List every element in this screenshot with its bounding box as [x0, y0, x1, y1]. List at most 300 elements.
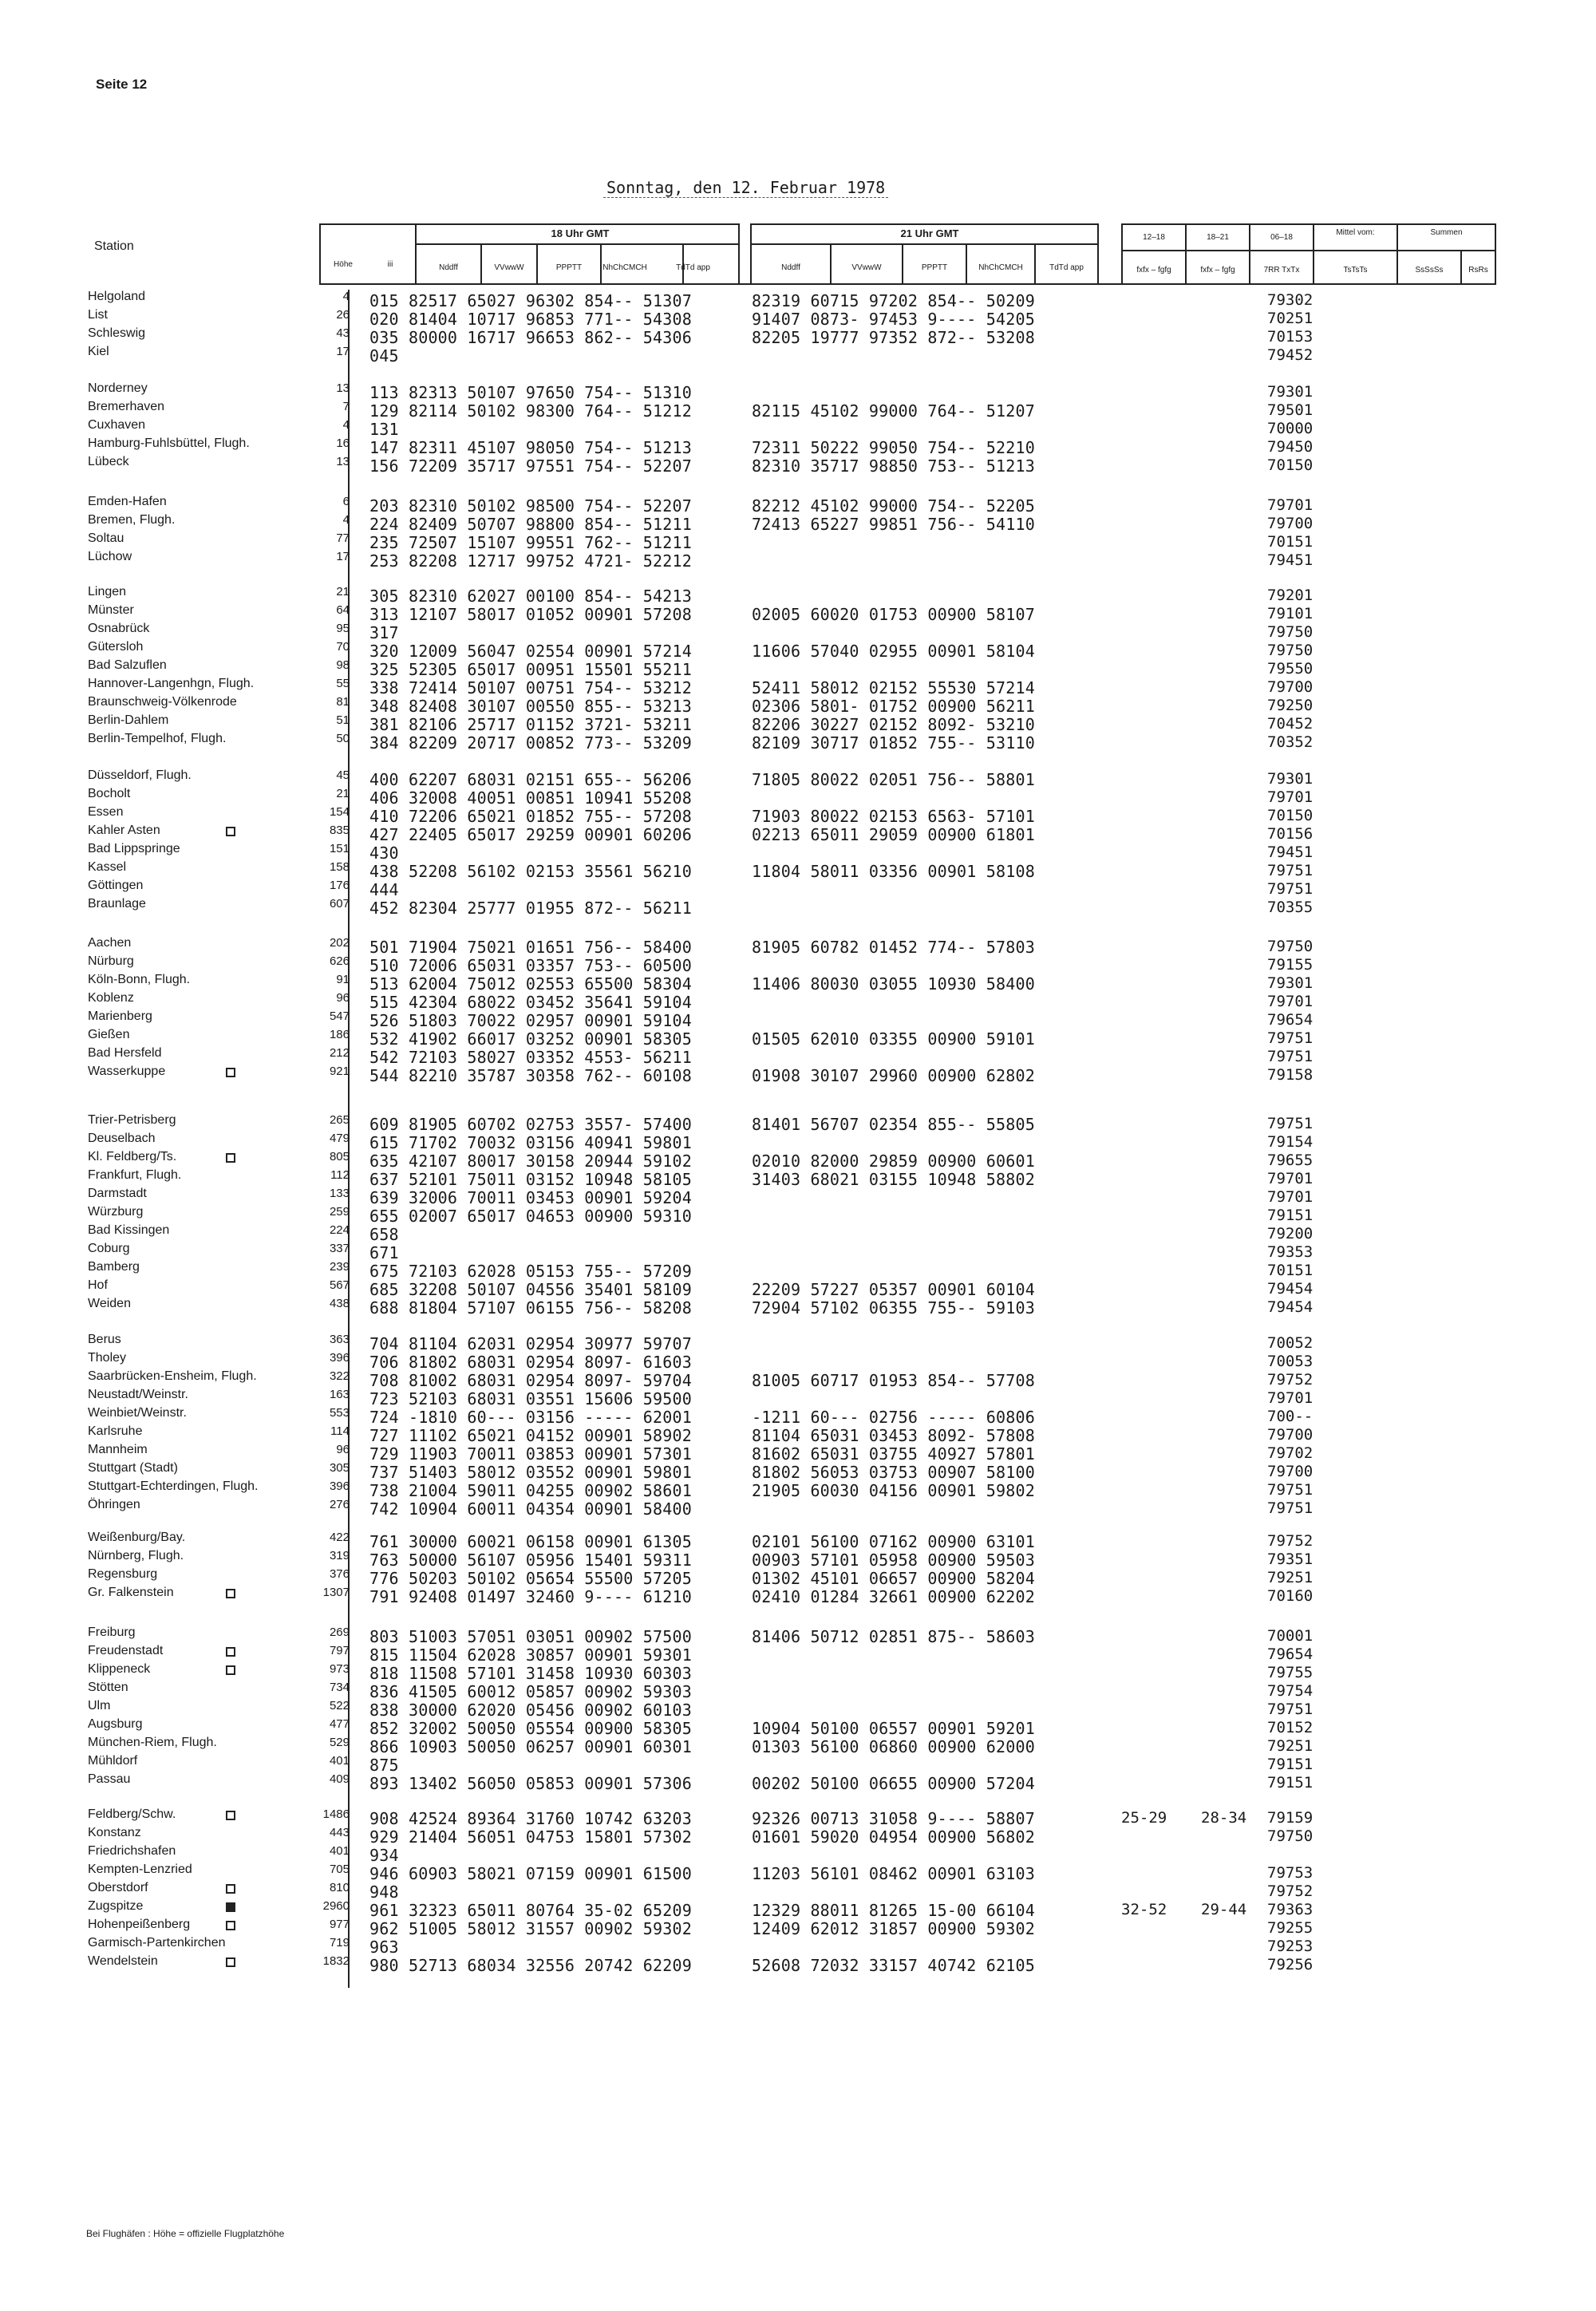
station-name: Cuxhaven [88, 418, 146, 432]
station-name: Hamburg-Fuhlsbüttel, Flugh. [88, 437, 250, 450]
filled-square-marker-icon [226, 1902, 235, 1912]
observation-18utc: 708 81002 68031 02954 8097- 59704 [369, 1371, 692, 1390]
mittel-value: 79154 [1267, 1133, 1314, 1151]
time-21-header: 21 Uhr GMT [900, 227, 959, 239]
station-height: 1307 [322, 1586, 350, 1599]
station-height: 112 [330, 1168, 350, 1182]
station-name: Braunlage [88, 897, 146, 911]
observation-21utc: 81104 65031 03453 8092- 57808 [752, 1426, 1035, 1445]
station-height: 529 [329, 1736, 350, 1749]
observation-21utc: 02010 82000 29859 00900 60601 [752, 1152, 1035, 1171]
station-name: Bad Hersfeld [88, 1046, 162, 1060]
mittel-value: 79256 [1267, 1956, 1314, 1973]
mittel-value: 700-- [1267, 1408, 1314, 1425]
observation-21utc: 82206 30227 02152 8092- 53210 [752, 715, 1035, 734]
station-height: 7 [342, 400, 350, 413]
observation-21utc: 01302 45101 06657 00900 58204 [752, 1569, 1035, 1588]
station-height: 239 [329, 1260, 350, 1274]
mittel-value: 79751 [1267, 880, 1314, 898]
station-name: Weiden [88, 1297, 131, 1310]
mittel-value: 70452 [1267, 715, 1314, 733]
station-name: Aachen [88, 936, 132, 950]
table-row [0, 1168, 1596, 1187]
station-name: Augsburg [88, 1717, 143, 1731]
observation-21utc: 82115 45102 99000 764-- 51207 [752, 401, 1035, 421]
station-name: Emden-Hafen [88, 495, 167, 508]
observation-18utc: 685 32208 50107 04556 35401 58109 [369, 1280, 692, 1299]
table-row [0, 326, 1596, 345]
open-square-marker-icon [226, 1647, 235, 1657]
mittel-value: 79151 [1267, 1774, 1314, 1792]
station-name: Kiel [88, 345, 109, 358]
station-name: Schleswig [88, 326, 146, 340]
header-mid-line-21 [750, 243, 1097, 245]
header-vline [750, 223, 752, 285]
table-row [0, 640, 1596, 661]
observation-18utc: 406 32008 40051 00851 10941 55208 [369, 788, 692, 808]
table-row [0, 658, 1596, 677]
observation-18utc: 948 [369, 1882, 399, 1902]
station-name: Wasserkuppe [88, 1065, 166, 1078]
observation-21utc: 52608 72032 33157 40742 62105 [752, 1956, 1035, 1975]
observation-21utc: 81406 50712 02851 875-- 58603 [752, 1627, 1035, 1646]
station-height: 17 [336, 345, 350, 358]
observation-21utc: 01303 56100 06860 00900 62000 [752, 1737, 1035, 1756]
table-row [0, 954, 1596, 973]
mittel-value: 79701 [1267, 1389, 1314, 1407]
observation-18utc: 515 42304 68022 03452 35641 59104 [369, 993, 692, 1012]
station-height: 4 [342, 513, 350, 527]
mittel-value: 79159 [1267, 1809, 1314, 1827]
observation-18utc: 963 [369, 1938, 399, 1957]
observation-18utc: 724 -1810 60--- 03156 ----- 62001 [369, 1408, 692, 1427]
mittel-value: 79755 [1267, 1664, 1314, 1681]
station-name: Garmisch-Partenkirchen [88, 1936, 226, 1950]
mittel-value: 79200 [1267, 1225, 1314, 1242]
observation-18utc: 706 81802 68031 02954 8097- 61603 [369, 1353, 692, 1372]
hoehe-header: Höhe [334, 260, 353, 269]
observation-18utc: 688 81804 57107 06155 756-- 58208 [369, 1298, 692, 1317]
station-height: 114 [330, 1424, 350, 1438]
station-height: 21 [336, 787, 350, 800]
table-row [0, 713, 1596, 732]
mittel-value: 79501 [1267, 401, 1314, 419]
station-name: Lingen [88, 585, 127, 598]
station-height: 1486 [322, 1807, 350, 1821]
table-row [0, 1065, 1596, 1083]
observation-21utc: 81802 56053 03753 00907 58100 [752, 1463, 1035, 1482]
mittel-value: 79701 [1267, 993, 1314, 1010]
station-name: Feldberg/Schw. [88, 1807, 176, 1821]
table-row [0, 677, 1596, 695]
station-name: Öhringen [88, 1498, 140, 1511]
observation-18utc: 526 51803 70022 02957 00901 59104 [369, 1011, 692, 1030]
observation-18utc: 637 52101 75011 03152 10948 58105 [369, 1170, 692, 1189]
observation-21utc: 22209 57227 05357 00901 60104 [752, 1280, 1035, 1299]
station-height: 158 [329, 860, 350, 874]
observation-21utc: 81905 60782 01452 774-- 57803 [752, 938, 1035, 957]
mittel-value: 79750 [1267, 642, 1314, 659]
table-row [0, 973, 1596, 994]
mittel-value: 79251 [1267, 1737, 1314, 1755]
mittel-value: 79750 [1267, 938, 1314, 955]
observation-21utc: 00202 50100 06655 00900 57204 [752, 1774, 1035, 1793]
table-row [0, 1351, 1596, 1372]
observation-18utc: 866 10903 50050 06257 00901 60301 [369, 1737, 692, 1756]
station-name: Saarbrücken-Ensheim, Flugh. [88, 1369, 257, 1383]
sub-summen-2: RsRs [1468, 266, 1488, 275]
gust-12-18: 25-29 [1121, 1809, 1167, 1827]
station-name: Norderney [88, 381, 148, 395]
station-name: Freudenstadt [88, 1644, 164, 1657]
observation-21utc: 02005 60020 01753 00900 58107 [752, 605, 1035, 624]
table-row [0, 1681, 1596, 1699]
station-name: Stuttgart (Stadt) [88, 1461, 178, 1475]
station-height: 51 [336, 713, 350, 727]
observation-18utc: 729 11903 70011 03853 00901 57301 [369, 1444, 692, 1464]
station-name: Stuttgart-Echterdingen, Flugh. [88, 1479, 259, 1493]
mittel-value: 79251 [1267, 1569, 1314, 1586]
observation-18utc: 738 21004 59011 04255 00902 58601 [369, 1481, 692, 1500]
observation-18utc: 961 32323 65011 80764 35-02 65209 [369, 1901, 692, 1920]
observation-21utc: 91407 0873- 97453 9---- 54205 [752, 310, 1035, 329]
observation-18utc: 156 72209 35717 97551 754-- 52207 [369, 456, 692, 476]
table-row [0, 1549, 1596, 1570]
station-name: Mühldorf [88, 1754, 138, 1768]
table-row [0, 1046, 1596, 1065]
table-row [0, 1936, 1596, 1957]
observation-21utc: 82310 35717 98850 753-- 51213 [752, 456, 1035, 476]
station-height: 401 [329, 1754, 350, 1768]
table-row [0, 1297, 1596, 1315]
observation-18utc: 035 80000 16717 96653 862-- 54306 [369, 328, 692, 347]
observation-21utc: 82319 60715 97202 854-- 50209 [752, 291, 1035, 310]
station-name: Essen [88, 805, 124, 819]
station-height: 305 [329, 1461, 350, 1475]
observation-18utc: 723 52103 68031 03551 15606 59500 [369, 1389, 692, 1408]
station-name: Lübeck [88, 455, 129, 468]
observation-18utc: 400 62207 68031 02151 655-- 56206 [369, 770, 692, 789]
observation-18utc: 015 82517 65027 96302 854-- 51307 [369, 291, 692, 310]
table-row [0, 1881, 1596, 1902]
station-name: Helgoland [88, 290, 146, 303]
table-row [0, 1278, 1596, 1297]
table-row [0, 1954, 1596, 1973]
table-row [0, 1918, 1596, 1936]
mittel-value: 79151 [1267, 1756, 1314, 1773]
mittel-value: 79750 [1267, 1827, 1314, 1845]
station-height: 337 [329, 1242, 350, 1255]
table-row [0, 768, 1596, 787]
observation-21utc: 21905 60030 04156 00901 59802 [752, 1481, 1035, 1500]
station-name: Gießen [88, 1028, 130, 1041]
mittel-value: 79151 [1267, 1207, 1314, 1224]
table-row [0, 290, 1596, 308]
observation-18utc: 113 82313 50107 97650 754-- 51310 [369, 383, 692, 402]
mittel-value: 79753 [1267, 1864, 1314, 1882]
mittel-value: 79702 [1267, 1444, 1314, 1462]
station-height: 734 [329, 1681, 350, 1694]
mittel-value: 79451 [1267, 843, 1314, 861]
observation-21utc: 52411 58012 02152 55530 57214 [752, 678, 1035, 697]
station-name: Koblenz [88, 991, 134, 1005]
mittel-value: 79301 [1267, 974, 1314, 992]
station-height: 409 [329, 1772, 350, 1786]
observation-18utc: 532 41902 66017 03252 00901 58305 [369, 1029, 692, 1049]
sub-summen-1: SsSsSs [1415, 266, 1444, 275]
observation-21utc: 92326 00713 31058 9---- 58807 [752, 1809, 1035, 1828]
mittel-value: 79450 [1267, 438, 1314, 456]
observation-18utc: 203 82310 50102 98500 754-- 52207 [369, 496, 692, 516]
observation-21utc: 00903 57101 05958 00900 59503 [752, 1551, 1035, 1570]
observation-18utc: 384 82209 20717 00852 773-- 53209 [369, 733, 692, 753]
table-row [0, 1736, 1596, 1754]
station-name: Göttingen [88, 879, 144, 892]
station-name: Berus [88, 1333, 121, 1346]
station-height: 186 [329, 1028, 350, 1041]
mittel-value: 79655 [1267, 1152, 1314, 1169]
station-height: 719 [329, 1936, 350, 1950]
station-height: 363 [329, 1333, 350, 1346]
observation-18utc: 444 [369, 880, 399, 899]
mittel-value: 70251 [1267, 310, 1314, 327]
table-row [0, 1586, 1596, 1604]
range-06-18-header: 06–18 [1270, 233, 1293, 242]
observation-18utc: 655 02007 65017 04653 00900 59310 [369, 1207, 692, 1226]
mittel-value: 79701 [1267, 1188, 1314, 1206]
table-row [0, 695, 1596, 716]
station-height: 163 [329, 1388, 350, 1401]
observation-21utc: 82212 45102 99000 754-- 52205 [752, 496, 1035, 516]
mittel-value: 79454 [1267, 1298, 1314, 1316]
mittel-value: 79351 [1267, 1551, 1314, 1568]
station-name: Karlsruhe [88, 1424, 143, 1438]
station-name: Mannheim [88, 1443, 148, 1456]
station-height: 522 [329, 1699, 350, 1713]
station-name: Stötten [88, 1681, 128, 1694]
mittel-value: 79751 [1267, 862, 1314, 879]
station-name: Neustadt/Weinstr. [88, 1388, 188, 1401]
observation-18utc: 742 10904 60011 04354 00901 58400 [369, 1499, 692, 1519]
observation-18utc: 338 72414 50107 00751 754-- 53212 [369, 678, 692, 697]
observation-18utc: 791 92408 01497 32460 9---- 61210 [369, 1587, 692, 1606]
table-row [0, 1113, 1596, 1132]
header-mid-line-right [1121, 250, 1496, 251]
station-height: 810 [329, 1881, 350, 1894]
observation-21utc: 12329 88011 81265 15-00 66104 [752, 1901, 1035, 1920]
mittel-value: 79754 [1267, 1682, 1314, 1700]
station-height: 401 [329, 1844, 350, 1858]
mittel-value: 79752 [1267, 1371, 1314, 1389]
station-name: Kahler Asten [88, 824, 160, 837]
observation-18utc: 313 12107 58017 01052 00901 57208 [369, 605, 692, 624]
station-name: Braunschweig-Völkenrode [88, 695, 237, 709]
station-height: 2960 [322, 1899, 350, 1913]
station-height: 422 [329, 1531, 350, 1544]
mittel-value: 70001 [1267, 1627, 1314, 1645]
open-square-marker-icon [226, 1921, 235, 1930]
station-height: 45 [336, 768, 350, 782]
observation-18utc: 510 72006 65031 03357 753-- 60500 [369, 956, 692, 975]
range-12-18-header: 12–18 [1143, 233, 1165, 242]
mittel-value: 79751 [1267, 1499, 1314, 1517]
station-name: Freiburg [88, 1626, 136, 1639]
station-name: Hohenpeißenberg [88, 1918, 191, 1931]
open-square-marker-icon [226, 1957, 235, 1967]
table-row [0, 1626, 1596, 1644]
table-row [0, 897, 1596, 918]
mittel-value: 70150 [1267, 807, 1314, 824]
station-name: Passau [88, 1772, 131, 1786]
open-square-marker-icon [226, 1589, 235, 1598]
observation-18utc: 639 32006 70011 03453 00901 59204 [369, 1188, 692, 1207]
mittel-value: 79751 [1267, 1048, 1314, 1065]
col18-vvwww: VVwwW [494, 263, 524, 272]
station-height: 269 [329, 1626, 350, 1639]
station-height: 176 [329, 879, 350, 892]
mittel-value: 70052 [1267, 1334, 1314, 1352]
observation-18utc: 045 [369, 346, 399, 365]
observation-18utc: 658 [369, 1225, 399, 1244]
mittel-value: 79700 [1267, 1426, 1314, 1444]
observation-18utc: 320 12009 56047 02554 00901 57214 [369, 642, 692, 661]
table-row [0, 603, 1596, 622]
mittel-value: 79255 [1267, 1919, 1314, 1937]
observation-18utc: 704 81104 62031 02954 30977 59707 [369, 1334, 692, 1353]
col21-nhch: NhChCMCH [978, 263, 1023, 272]
mittel-value: 79250 [1267, 697, 1314, 714]
observation-21utc: 81005 60717 01953 854-- 57708 [752, 1371, 1035, 1390]
station-height: 477 [329, 1717, 350, 1731]
station-height: 4 [342, 290, 350, 303]
table-row [0, 437, 1596, 455]
iii-header: iii [387, 260, 393, 269]
observation-21utc: 01505 62010 03355 00900 59101 [752, 1029, 1035, 1049]
station-height: 50 [336, 732, 350, 745]
mittel-value: 79700 [1267, 1463, 1314, 1480]
sub-18-21: fxfx – fgfg [1200, 266, 1235, 275]
station-height: 1832 [322, 1954, 350, 1968]
table-row [0, 1844, 1596, 1863]
observation-18utc: 776 50203 50102 05654 55500 57205 [369, 1569, 692, 1588]
station-name: Wendelstein [88, 1954, 158, 1968]
table-row [0, 1260, 1596, 1281]
station-name: Berlin-Tempelhof, Flugh. [88, 732, 227, 745]
station-name: Weinbiet/Weinstr. [88, 1406, 187, 1420]
observation-18utc: 761 30000 60021 06158 00901 61305 [369, 1532, 692, 1551]
mittel-value: 79550 [1267, 660, 1314, 677]
station-height: 376 [329, 1567, 350, 1581]
station-height: 212 [329, 1046, 350, 1060]
station-height: 91 [336, 973, 350, 986]
observation-18utc: 253 82208 12717 99752 4721- 52212 [369, 551, 692, 571]
table-row [0, 1699, 1596, 1720]
observation-18utc: 381 82106 25717 01152 3721- 53211 [369, 715, 692, 734]
observation-21utc: 11606 57040 02955 00901 58104 [752, 642, 1035, 661]
table-row [0, 1717, 1596, 1736]
mittel-header: Mittel vom: [1336, 228, 1375, 237]
station-height: 96 [336, 991, 350, 1005]
mittel-value: 70000 [1267, 420, 1314, 437]
table-row [0, 1150, 1596, 1171]
table-row [0, 622, 1596, 640]
gust-12-18: 32-52 [1121, 1901, 1167, 1918]
station-height: 319 [329, 1549, 350, 1562]
open-square-marker-icon [226, 1884, 235, 1894]
header-top-line-right [1121, 223, 1496, 225]
observation-21utc: 12409 62012 31857 00900 59302 [752, 1919, 1035, 1938]
station-height: 224 [329, 1223, 350, 1237]
observation-18utc: 962 51005 58012 31557 00902 59302 [369, 1919, 692, 1938]
mittel-value: 70053 [1267, 1353, 1314, 1370]
station-name: Hof [88, 1278, 108, 1292]
observation-18utc: 438 52208 56102 02153 35561 56210 [369, 862, 692, 881]
station-height: 202 [329, 936, 350, 950]
open-square-marker-icon [226, 1665, 235, 1675]
station-name: Bad Salzuflen [88, 658, 167, 672]
col21-pppt: PPPTT [921, 263, 948, 272]
observation-21utc: 82109 30717 01852 755-- 53110 [752, 733, 1035, 753]
station-name: Bad Lippspringe [88, 842, 180, 855]
station-height: 567 [329, 1278, 350, 1292]
footnote: Bei Flughäfen : Höhe = offizielle Flugplatzhöhe [86, 2228, 285, 2239]
station-height: 55 [336, 677, 350, 690]
table-row [0, 824, 1596, 842]
range-18-21-header: 18–21 [1207, 233, 1229, 242]
observation-18utc: 224 82409 50707 98800 854-- 51211 [369, 515, 692, 534]
station-name: Tholey [88, 1351, 127, 1365]
table-row [0, 1567, 1596, 1586]
observation-18utc: 635 42107 80017 30158 20944 59102 [369, 1152, 692, 1171]
table-row [0, 732, 1596, 753]
station-name: Deuselbach [88, 1132, 156, 1145]
station-name: Weißenburg/Bay. [88, 1531, 186, 1544]
observation-18utc: 131 [369, 420, 399, 439]
observation-18utc: 908 42524 89364 31760 10742 63203 [369, 1809, 692, 1828]
table-row [0, 787, 1596, 808]
station-height: 26 [336, 308, 350, 322]
table-row [0, 1132, 1596, 1150]
table-row [0, 1807, 1596, 1826]
mittel-value: 79452 [1267, 346, 1314, 364]
table-row [0, 1009, 1596, 1028]
station-height: 265 [329, 1113, 350, 1127]
observation-18utc: 235 72507 15107 99551 762-- 51211 [369, 533, 692, 552]
table-row [0, 991, 1596, 1012]
observation-18utc: 020 81404 10717 96853 771-- 54308 [369, 310, 692, 329]
observation-21utc: 10904 50100 06557 00901 59201 [752, 1719, 1035, 1738]
station-height: 396 [329, 1351, 350, 1365]
mittel-value: 79451 [1267, 551, 1314, 569]
station-height: 396 [329, 1479, 350, 1493]
observation-18utc: 671 [369, 1243, 399, 1262]
observation-21utc: 02101 56100 07162 00900 63101 [752, 1532, 1035, 1551]
page-label: Seite 12 [96, 77, 148, 92]
mittel-value: 70352 [1267, 733, 1314, 751]
table-row [0, 513, 1596, 534]
observation-21utc: 81602 65031 03755 40927 57801 [752, 1444, 1035, 1464]
station-height: 438 [329, 1297, 350, 1310]
observation-21utc: 31403 68021 03155 10948 58802 [752, 1170, 1035, 1189]
table-row [0, 879, 1596, 897]
observation-18utc: 501 71904 75021 01651 756-- 58400 [369, 938, 692, 957]
station-name: Zugspitze [88, 1899, 144, 1913]
table-row [0, 308, 1596, 329]
observation-18utc: 818 11508 57101 31458 10930 60303 [369, 1664, 692, 1683]
mittel-value: 79701 [1267, 788, 1314, 806]
mittel-value: 79751 [1267, 1115, 1314, 1132]
observation-18utc: 875 [369, 1756, 399, 1775]
